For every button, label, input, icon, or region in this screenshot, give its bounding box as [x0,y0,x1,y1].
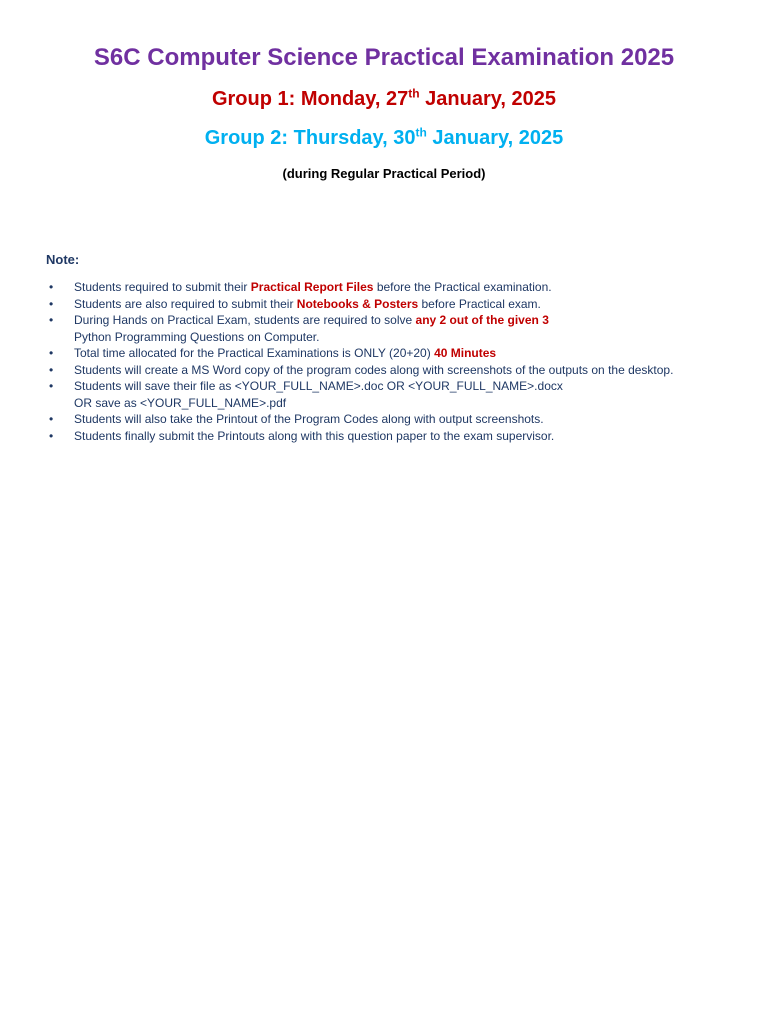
item-text: Students will save their file as <YOUR_FULL_NAME>.doc OR <YOUR_FULL_NAME>.docx [74,379,563,393]
list-item [46,279,746,296]
item-highlight: 40 Minutes [434,346,497,360]
list-item [46,312,746,345]
bullet-icon: • [49,412,54,426]
note-label: Note: [46,252,80,267]
group2-suffix: January, 2025 [426,127,564,149]
item-text: During Hands on Practical Exam, students are required to solve [74,313,416,327]
group2-prefix: Group 2: Thursday, 30 [204,127,416,149]
item-highlight: any 2 out of the given 3 [415,313,549,327]
item-text: Students will also take the Printout of the Program Codes along with output screenshots. [74,412,544,426]
group1-prefix: Group 1: Monday, 27 [211,88,409,110]
group1-suffix: January, 2025 [419,88,557,110]
bullet-icon: • [49,346,54,360]
item-text: Python Programming Questions on Computer. [74,329,320,344]
bullet-icon: • [49,313,54,327]
item-text: before Practical exam. [418,296,541,311]
item-text: Students will create a MS Word copy of the program codes along with screenshots of the outputs on the desktop. [74,362,674,377]
list-item [46,362,746,379]
item-text: OR save as <YOUR_FULL_NAME>.pdf [74,395,287,410]
item-text: before the Practical examination. [373,280,552,294]
item-highlight: Practical Report Files [250,280,374,294]
list-item [46,345,746,362]
bullet-icon: • [49,379,54,393]
list-item [46,296,746,313]
list-item [46,378,746,411]
bullet-icon: • [49,296,54,311]
bullet-icon: • [49,428,54,443]
item-text: Students required to submit their [74,280,251,294]
item-text: Students are also required to submit their [74,296,297,311]
bullet-icon: • [49,362,54,377]
item-highlight: Notebooks & Posters [296,296,419,311]
item-text: Students finally submit the Printouts along with this question paper to the exam supervisor. [74,428,555,443]
document-title: S6C Computer Science Practical Examination 2025 [93,44,675,71]
notes-list [46,279,746,444]
list-item [46,411,746,428]
item-text: Total time allocated for the Practical Examinations is ONLY (20+20) [74,346,435,360]
subtitle: (during Regular Practical Period) [282,166,486,181]
group2-ordinal: th [415,125,427,140]
list-item [46,428,746,445]
group1-date [0,88,768,111]
group1-ordinal: th [408,86,420,101]
group2-date [0,127,768,150]
bullet-icon: • [49,280,54,294]
